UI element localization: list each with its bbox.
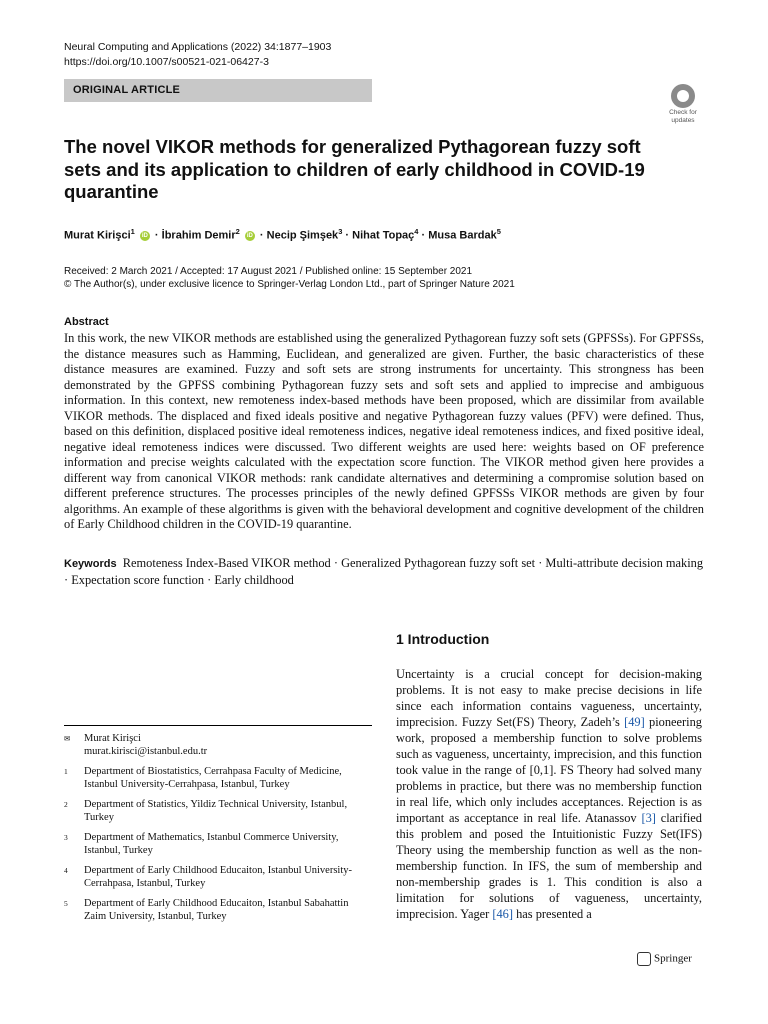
affiliation-item: [64, 897, 372, 923]
publication-dates: [64, 265, 515, 291]
author-list: Murat Kirişci$^1$ iD · İbrahim Demir$^2$ iD · Necip Şimşek$^3$ · Nihat Topaç$^4$ · Musa Bardak$^5$: [64, 227, 501, 242]
article-type-banner: ORIGINAL ARTICLE: [64, 79, 372, 102]
affiliation-text: Department of Biostatistics, Cerrahpasa Faculty of Medicine, Istanbul University-Cerrahpasa, Istanbul, Turkey: [84, 766, 342, 790]
correspondence-block: [64, 732, 372, 758]
check-for-updates-badge[interactable]: [663, 84, 703, 124]
correspondence-email[interactable]: murat.kirisci@istanbul.edu.tr: [84, 746, 208, 757]
author-affil-sup: 1: [130, 227, 135, 236]
section-heading-introduction: 1 Introduction: [396, 631, 490, 647]
orcid-icon[interactable]: iD: [141, 232, 148, 239]
journal-citation: Neural Computing and Applications (2022) 34:1877–1903: [64, 41, 332, 53]
affiliation-item: [64, 831, 372, 857]
intro-text-segment: has presented a: [513, 907, 592, 921]
affiliation-number: 5: [64, 899, 68, 908]
affiliation-number: 4: [64, 866, 68, 875]
check-updates-icon: [671, 84, 695, 108]
affiliation-item: [64, 798, 372, 824]
keywords-section: [64, 555, 704, 588]
author-name[interactable]: Musa Bardak: [428, 229, 497, 242]
author-name[interactable]: İbrahim Demir: [161, 229, 236, 242]
author-affil-sup: 5: [496, 227, 501, 236]
check-updates-line2: updates: [671, 117, 695, 124]
orcid-icon[interactable]: iD: [246, 232, 253, 239]
citation-link[interactable]: [49]: [624, 715, 645, 729]
author-affil-sup: 4: [414, 227, 419, 236]
citation-link[interactable]: [3]: [641, 811, 656, 825]
introduction-text: [396, 666, 702, 922]
publisher-logo: [637, 952, 692, 966]
intro-text-segment: clarified this problem and posed the Intuitionistic Fuzzy Set(IFS) Theory using the membership function as well as the non-membership function. In IFS, the sum of membership and non-membership grades is 1. This condition is also a limitation for solutions of vagueness, uncertainty, imprecision. Yager: [396, 811, 703, 921]
affiliation-number: 1: [64, 767, 68, 776]
affiliation-text: Department of Statistics, Yildiz Technical University, Istanbul, Turkey: [84, 799, 348, 823]
intro-text-segment: Uncertainty is a crucial concept for decision-making problems. It is not easy to make precise decisions in life since each information contains vagueness, uncertainty, imprecision. Fuzzy Set(FS) Theory, Zadeh’s: [396, 667, 702, 729]
abstract-heading: Abstract: [64, 316, 109, 328]
doi-link[interactable]: https://doi.org/10.1007/s00521-021-06427-3: [64, 56, 269, 68]
affiliation-item: [64, 864, 372, 890]
affiliation-text: Department of Early Childhood Educaiton, Istanbul Sabahattin Zaim University, Istanbul, Turkey: [84, 898, 349, 922]
affiliation-number: 3: [64, 833, 68, 842]
paper-title: The novel VIKOR methods for generalized Pythagorean fuzzy soft sets and its application to children of early childhood in COVID-19 quarantine: [64, 136, 645, 202]
keywords-text: Remoteness Index-Based VIKOR method · Generalized Pythagorean fuzzy soft set · Multi-attribute decision making · Expectation score function · Early childhood: [64, 556, 704, 587]
affiliation-number: 2: [64, 800, 68, 809]
author-affil-sup: 3: [338, 227, 343, 236]
author-name[interactable]: Nihat Topaç: [352, 229, 415, 242]
author-affil-sup: 2: [235, 227, 240, 236]
abstract-text: In this work, the new VIKOR methods are established using the generalized Pythagorean fuzzy soft sets (GPFSSs). For GPFSSs, the distance measures such as Hamming, Euclidean, and generalized are given. Further, the basic characteristics of these distance measures are examined. Fuzzy and soft sets are strong instruments for uncertainty. This strongness has been demonstrated by the GPFSS combining Pythagorean fuzzy sets and soft sets and applied to imprecise and ambiguous information. In this context, new remoteness index-based methods have been proposed, which are dissimilar from available VIKOR methods. The displaced and fixed ideals positive and negative Pythagorean fuzzy values (PFV) were defined. Thus, based on this definition, displaced positive ideal remoteness indices, negative ideal remoteness indices, and fixed positive ideal, negative ideal remoteness indices were discussed. Two different weights are used here: weights based on OF preference information and precise weights calculated with the expectation score function. The VIKOR method given here provides a different way from canonical VIKOR methods: rank candidate alternatives and determining a compromise solution based on different preference structures. The processes principles of the newly defined GPFSSs VIKOR methods are given by four algorithms. An example of these algorithms is given with the behavioral development and cognitive development of the children of Early Childhood children in the COVID-19 quarantine.: [64, 331, 704, 531]
copyright-line: © The Author(s), under exclusive licence to Springer-Verlag London Ltd., part of Springer Nature 2021: [64, 279, 515, 290]
keywords-label: Keywords: [64, 558, 117, 570]
author-name[interactable]: Murat Kirişci: [64, 229, 131, 242]
dates-line: Received: 2 March 2021 / Accepted: 17 August 2021 / Published online: 15 September 2021: [64, 266, 473, 277]
affiliations-footnotes: [64, 732, 372, 930]
affiliation-item: [64, 765, 372, 791]
envelope-icon: ✉: [64, 734, 71, 743]
footnote-divider: [64, 725, 372, 726]
affiliation-text: Department of Early Childhood Educaiton, Istanbul University-Cerrahpasa, Istanbul, Turkey: [84, 865, 352, 889]
correspondence-name: Murat Kirişci: [84, 733, 141, 744]
springer-horse-icon: [637, 952, 651, 966]
check-updates-line1: Check for: [669, 109, 697, 116]
affiliation-text: Department of Mathematics, Istanbul Commerce University, Istanbul, Turkey: [84, 832, 339, 856]
intro-text-segment: pioneering work, proposed a membership function to solve problems such as vagueness, uncertainty, imprecision, and this function took value in the range of [0,1]. FS Theory had solved many problems in practice, but there was no membership function in real life, which only includes acceptances. Rejection is as important as acceptance in real life. Atanassov: [396, 715, 702, 825]
citation-link[interactable]: [46]: [492, 907, 514, 921]
journal-header: [64, 40, 331, 70]
publisher-name: Springer: [654, 952, 692, 965]
author-name[interactable]: Necip Şimşek: [266, 229, 339, 242]
